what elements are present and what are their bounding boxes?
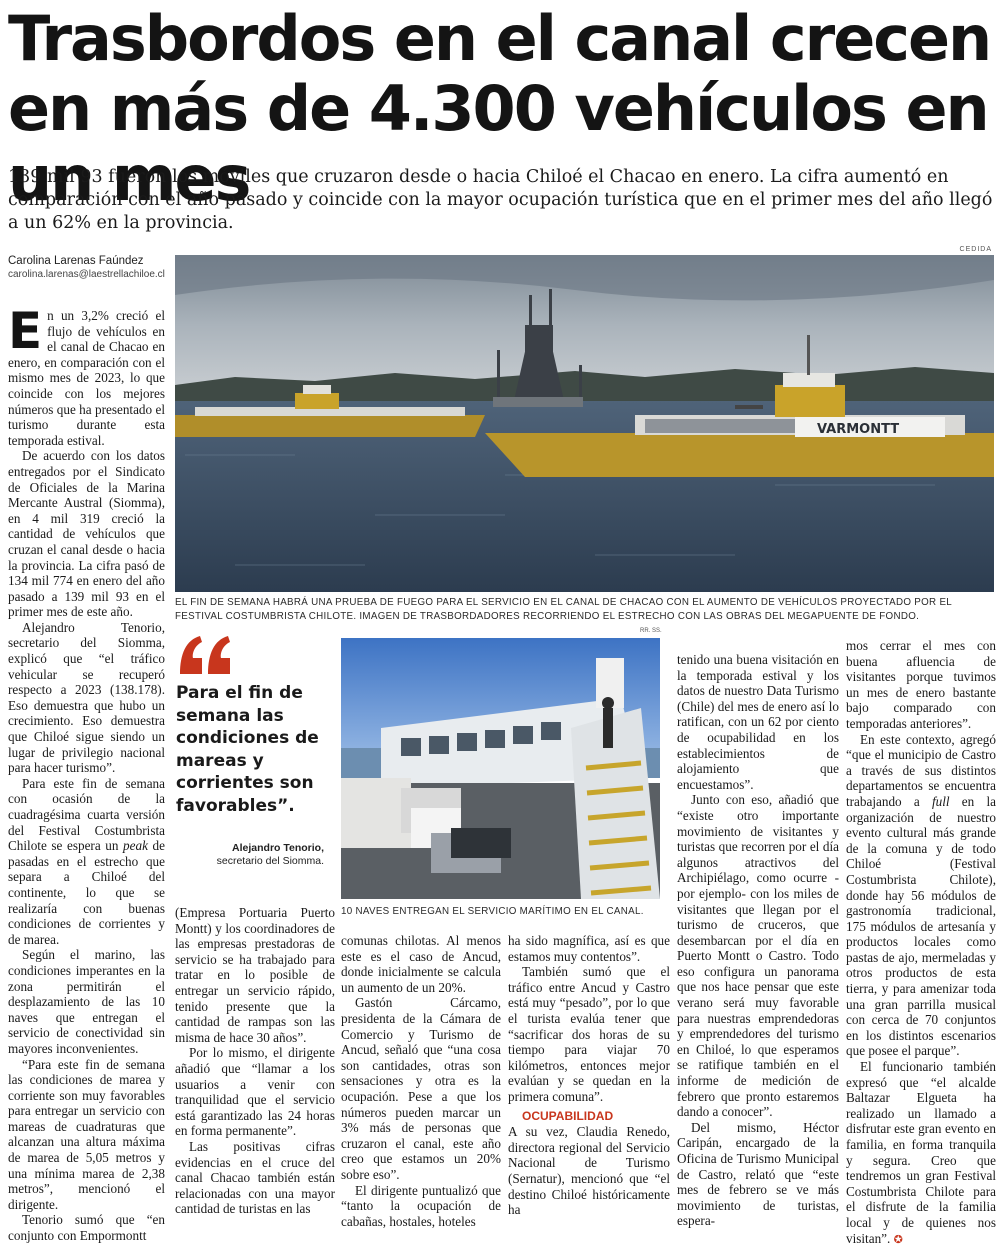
pull-quote: Para el fin de semana las condiciones de mareas y corrientes son favorables”.	[176, 683, 319, 816]
ferry-deck-photo	[341, 638, 660, 899]
quote-icon	[176, 634, 236, 676]
paragraph: “Para este fin de semana las condiciones de marea y corriente son muy favorables para entregar un servicio con mareas de cuadraturas que alcanzan una altura máxima de marea de 5,05 metros y una mínima marea de 2,38 metros”, mencionó el dirigente.	[8, 1056, 165, 1212]
paragraph: El funcionario también expresó que “el alcalde Baltazar Elgueta ha realizado un llamado a disfrutar este gran evento en familia, en forma tranquila y segura. Creo que tendremos un gran Festival Costumbrista Chilote para el disfrute de la familia local y de quienes nos visitan”. ✪	[846, 1059, 996, 1248]
paragraph: comunas chilotas. Al menos este es el caso de Ancud, donde inicialmente se calcula un aumento de un 20%.	[341, 933, 501, 995]
body-column-1	[8, 302, 165, 1244]
paragraph: tenido una buena visitación en la temporada estival y los datos de nuestro Data Turismo (Chile) del mes de enero así lo ratifican, con un 62 por ciento de ocupabilidad en los establecimientos de alojamiento que encuestamos”.	[677, 652, 839, 792]
paragraph: Alejandro Tenorio, secretario del Siomma, explicó que “el tráfico vehicular se recuperó respecto a 2023 (138.178). Eso demuestra que hubo un crecimiento. Eso demuestra que Chiloé sigue siendo un lugar de privilegio nacional para hacer turismo”.	[8, 619, 165, 776]
body-column-5	[677, 652, 839, 1229]
paragraph: De acuerdo con los datos entregados por el Sindicato de Oficiales de la Marina Mercante Austral (Siomma), en 4 mil 319 creció la cantidad de vehículos que cruzan el canal desde o hacia la provincia. La cifra pasó de 134 mil 774 en enero del año pasado a 139 mil 93 en el primer mes de este año.	[8, 448, 165, 620]
paragraph: ha sido magnífica, así es que estamos muy contentos”.	[508, 933, 670, 964]
byline	[8, 254, 173, 281]
paragraph: mos cerrar el mes con buena afluencia de visitantes porque tuvimos un mes de enero bastante bajo comparado con temporadas anteriores”.	[846, 638, 996, 731]
ferries-photo	[175, 255, 994, 592]
paragraph: Junto con eso, añadió que “existe otro importante movimiento de visitantes y turistas que recorren por el día algunos atractivos del Archipiélago, como ocurre -por ejemplo- con los miles de visitantes que llegan por el turismo de cruceros, que desembarcan por el día en Puerto Montt o Castro. Todo eso configura un panorama que nos hace pensar que este verano será muy favorable para nuestras emprendedoras y emprendedores del turismo en Chiloé, lo que esperamos se ratifique también en el informe de medición de febrero que pronto estaremos dando a conocer”.	[677, 792, 839, 1120]
section-subhead: OCUPABILIDAD	[522, 1108, 614, 1123]
paragraph: Tenorio sumó que “en conjunto con Empormontt	[8, 1212, 165, 1244]
paragraph: En un 3,2% creció el flujo de vehículos en el canal de Chacao en enero, en comparación con el mismo mes de 2023, lo que coincide con los mejores números que ha presentado el turismo durante esta temporada estival.	[8, 302, 165, 448]
paragraph: Las positivas cifras evidencias en el cruce del canal Chacao también están relacionadas con una mayor cantidad de turistas en las	[175, 1138, 335, 1217]
lead-paragraph: 139 mil 93 fueron los móviles que cruzaron desde o hacia Chiloé el Chacao en enero. La cifra aumentó en comparación con el año pasado y coincide con la mayor ocupación turística que en el primer mes del año llegó a un 62% en la provincia.	[8, 167, 993, 233]
paragraph: (Empresa Portuaria Puerto Montt) y los coordinadores de las empresas prestadoras de servicio se ha trabajado para tratar en lo posible de entregar un servicio rápido, tenido presente que la cantidad de rampas son las misma de hace 30 años”.	[175, 905, 335, 1045]
headline: Trasbordos en el canal crecen en más de 4.300 vehículos en un mes	[8, 2, 991, 215]
body-column-4	[508, 933, 670, 1218]
paragraph: También sumó que el tráfico entre Ancud y Castro está muy “pesado”, por lo que el turista evalúa tener que “sacrificar dos horas de su tiempo para viajar 70 kilómetros, entonces mejor evalúan y se quedan en la primera comuna”.	[508, 964, 670, 1104]
quote-role: secretario del Siomma.	[216, 855, 324, 867]
photo-caption: EL FIN DE SEMANA HABRÁ UNA PRUEBA DE FUEGO PARA EL SERVICIO EN EL CANAL DE CHACAO CON EL AUMENTO DE VEHÍCULOS PROYECTADO POR EL FESTIVAL COSTUMBRISTA CHILOTE. IMAGEN DE TRASBORDADORES RECORRIENDO EL ESTRECHO CON LAS OBRAS DEL MEGAPUENTE DE FONDO.	[175, 597, 952, 622]
paragraph: Por lo mismo, el dirigente añadió que “llamar a los usuarios a venir con tranquilidad que el servicio está garantizado las 24 horas en forma permanente”.	[175, 1045, 335, 1139]
body-column-2	[175, 905, 335, 1217]
paragraph: El dirigente puntualizó que “tanto la ocupación de cabañas, hostales, hoteles	[341, 1182, 501, 1229]
end-mark-icon: ✪	[893, 1233, 903, 1246]
photo-credit: CEDIDA	[959, 246, 992, 253]
paragraph: En este contexto, agregó “que el municipio de Castro a través de sus distintos departamentos se encuentra trabajando a full en la organización de nuestro evento cultural más grande de la comuna y de todo Chiloé (Festival Costumbrista Chilote), donde hay 56 módulos de gastronomía tradicional, 175 módulos de artesanía y productos locales como pastas de ajo, mermeladas y otros productos de esta tierra, y para amenizar toda una gran parrilla musical con cerca de 70 conjuntos en los distintos escenarios que posee el parque”.	[846, 731, 996, 1059]
quote-attribution	[176, 842, 324, 868]
ferry-name-label: VARMONTT	[817, 422, 900, 437]
quote-author: Alejandro Tenorio,	[232, 842, 324, 854]
paragraph: Para este fin de semana con ocasión de la cuadragésima cuarta versión del Festival Costumbrista Chilote se espera un peak de pasadas en el estrecho que separa a Chiloé del continente, lo que se realizaría con buenas condiciones de corrientes y de marea.	[8, 775, 165, 947]
paragraph: Gastón Cárcamo, presidenta de la Cámara de Comercio y Turismo de Ancud, señaló que “una cosa son cantidades, otras son sensaciones y otra es la ocupación. Pese a que los números pueden marcar un 3% más de personas que cruzaron el canal, este año creo que estamos un 20% sobre eso”.	[341, 995, 501, 1182]
author-name: Carolina Larenas Faúndez	[8, 255, 144, 267]
author-email[interactable]: carolina.larenas@laestrellachiloe.cl	[8, 269, 165, 280]
paragraph: Según el marino, las condiciones imperantes en la zona permitirán el desplazamiento de las 10 naves que entregan el servicio de conectividad sin mayores inconvenientes.	[8, 947, 165, 1056]
body-column-6	[846, 638, 996, 1248]
paragraph: A su vez, Claudia Renedo, directora regional del Servicio Nacional de Turismo (Sernatur), mencionó que “el destino Chiloé históricamente ha	[508, 1124, 670, 1218]
photo2-credit: RR. SS.	[640, 628, 662, 634]
paragraph: Del mismo, Héctor Caripán, encargado de la Oficina de Turismo Municipal de Castro, relató que “este mes de febrero se ve más movimiento de turistas, espera-	[677, 1119, 839, 1229]
drop-cap: E	[8, 302, 43, 360]
body-column-3	[341, 933, 501, 1229]
photo2-caption: 10 NAVES ENTREGAN EL SERVICIO MARÍTIMO EN EL CANAL.	[341, 906, 644, 917]
